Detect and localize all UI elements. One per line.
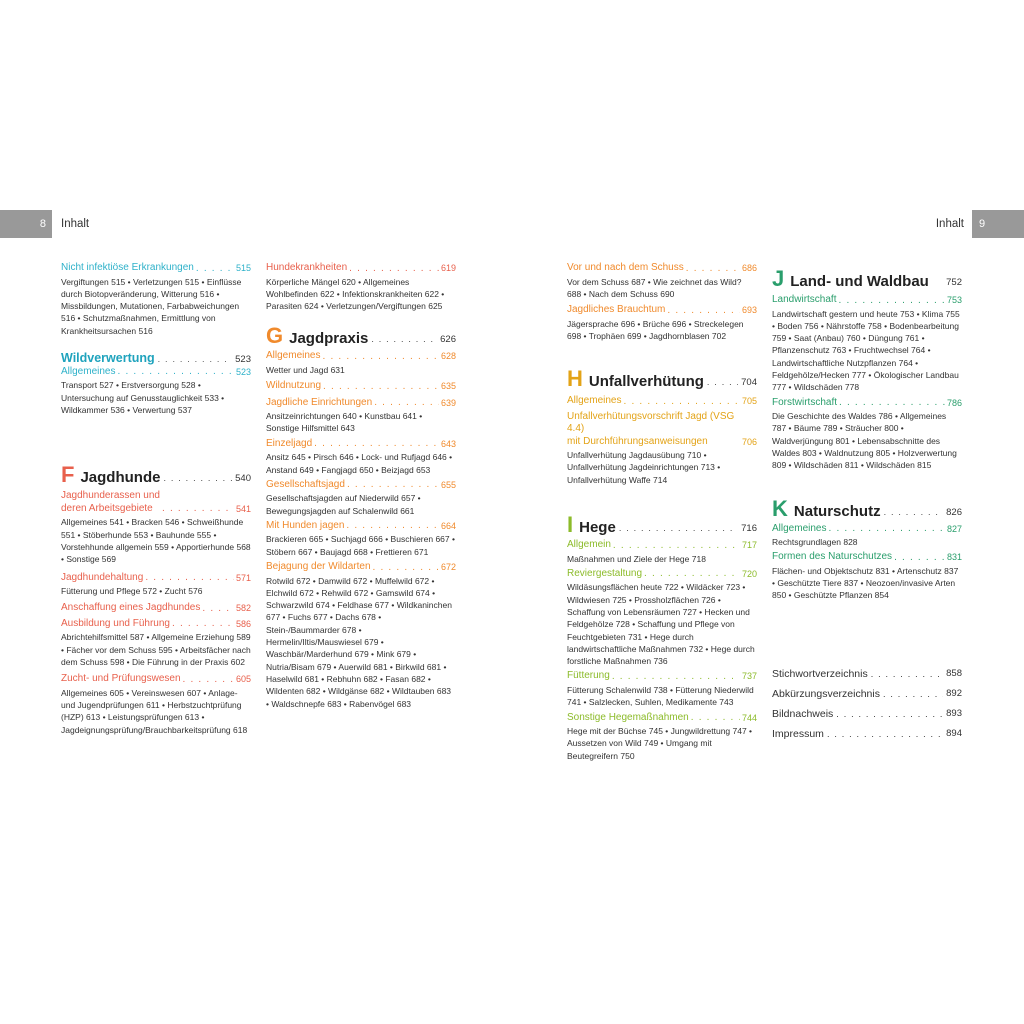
toc-entry-body: Fütterung Schalenwild 738 • Fütterung Niederwild 741 • Salzlecken, Suhlen, Medikamente 743: [567, 684, 754, 708]
toc-column-3: [567, 262, 757, 762]
toc-column-2: [266, 262, 456, 710]
toc-entry[interactable]: [61, 673, 251, 736]
toc-entry-title: Allgemeines: [772, 522, 827, 534]
toc-entry-title: Sonstige Hegemaßnahmen: [567, 711, 689, 723]
toc-entry[interactable]: [266, 438, 456, 476]
toc-entry[interactable]: [567, 568, 757, 668]
chapter-letter: H: [567, 366, 583, 392]
chapter-letter: I: [567, 512, 574, 538]
toc-entry[interactable]: [567, 712, 757, 762]
toc-entry[interactable]: [567, 670, 757, 708]
toc-entry-body: Hege mit der Büchse 745 • Jungwildrettung 747 • Aussetzen von Wild 749 • Umgang mit Beutegreifern 750: [567, 726, 753, 761]
left-page-number: 8: [0, 210, 52, 238]
back-matter-title: Stichwortverzeichnis: [772, 667, 868, 680]
toc-entry-title: Mit Hunden jagen: [266, 519, 345, 531]
toc-entry-page: 672: [440, 562, 456, 573]
toc-entry-title: Landwirtschaft: [772, 294, 837, 305]
toc-entry-body: Wetter und Jagd 631: [266, 364, 345, 375]
toc-entry-title: Jagdliche Einrichtungen: [266, 396, 373, 408]
toc-entry-body: Körperliche Mängel 620 • Allgemeines Wohlbefinden 622 • Infektionskrankheiten 622 • Parasiten 624 • Verletzungen/Vergiftungen 625: [266, 276, 445, 312]
toc-entry-title: Wildnutzung: [266, 380, 322, 392]
toc-entry-body: Vergiftungen 515 • Verletzungen 515 • Einflüsse durch Biotopveränderung, Witterung 516 • Missbildungen, Mutationen, Farbabweichungen 516 • Schutzmaßnahmen, Ermittlung von Krankheitsursachen 516: [61, 276, 242, 336]
toc-entry[interactable]: [266, 380, 456, 393]
toc-entry-page: 605: [235, 674, 251, 685]
toc-entry[interactable]: [567, 395, 757, 408]
toc-entry-title: Reviergestaltung: [567, 567, 643, 579]
chapter-page: 716: [741, 523, 757, 535]
chapter-title: Unfallverhütung: [588, 373, 704, 391]
toc-entry[interactable]: [61, 602, 251, 615]
toc-entry-title: Allgemein: [567, 539, 611, 551]
toc-entry-title-line1: Unfallverhütungsvorschrift Jagd (VSG 4.4): [567, 410, 735, 435]
toc-entry[interactable]: [772, 523, 962, 549]
back-matter-page: 858: [946, 667, 962, 679]
toc-entry[interactable]: [61, 618, 251, 668]
chapter-heading-h[interactable]: [567, 368, 757, 390]
toc-entry[interactable]: [266, 350, 456, 376]
toc-entry-title: Anschaffung eines Jagdhundes: [61, 602, 201, 614]
toc-entry-page: 717: [741, 540, 757, 551]
toc-entry[interactable]: [61, 262, 251, 337]
toc-entry-title-line1: Jagdhunderassen und: [61, 490, 160, 502]
chapter-page: 626: [440, 334, 456, 346]
chapter-page: 540: [235, 473, 251, 485]
toc-entry-title-line2: deren Arbeitsgebiete: [61, 502, 153, 514]
chapter-heading-j[interactable]: [772, 268, 962, 290]
toc-entry-page: 586: [235, 618, 251, 629]
toc-entry-title: Einzeljagd: [266, 437, 313, 449]
toc-entry-body: Abrichtehilfsmittel 587 • Allgemeine Erziehung 589 • Fächer vor dem Schuss 595 • Arbeitsfächer nach dem Schuss 598 • Die Führung in der Praxis 602: [61, 632, 251, 667]
toc-entry-body: Maßnahmen und Ziele der Hege 718: [567, 553, 706, 564]
toc-entry[interactable]: [61, 490, 251, 565]
chapter-letter: G: [266, 323, 284, 349]
toc-entry-title: Allgemeines: [266, 350, 321, 362]
toc-entry-body: Rechtsgrundlagen 828: [772, 537, 858, 548]
chapter-title: Naturschutz: [793, 502, 881, 520]
back-matter-page: 892: [946, 687, 962, 699]
toc-entry-page: 655: [440, 479, 456, 490]
back-matter-item[interactable]: [772, 704, 962, 724]
toc-entry[interactable]: [772, 551, 962, 601]
toc-entry-title: Forstwirtschaft: [772, 396, 838, 408]
toc-entry-page: 744: [741, 712, 757, 723]
toc-entry-body: Brackieren 665 • Suchjagd 666 • Buschieren 667 • Stöbern 667 • Baujagd 668 • Frettieren 671: [266, 534, 455, 557]
toc-entry-title: Allgemeines: [567, 395, 622, 407]
right-page-number: 9: [972, 210, 1024, 238]
toc-entry[interactable]: [266, 479, 456, 517]
chapter-page: 826: [946, 506, 962, 518]
toc-entry[interactable]: [61, 366, 251, 416]
toc-entry-title: Allgemeines: [61, 365, 116, 377]
back-matter-title: Bildnachweis: [772, 707, 834, 720]
toc-entry-page: 635: [440, 381, 456, 392]
back-matter-page: 894: [946, 727, 962, 739]
chapter-title: Hege: [579, 519, 616, 537]
toc-entry-body: Die Geschichte des Waldes 786 • Allgemeines 787 • Bäume 789 • Sträucher 800 • Waldverjüngung 801 • Lebensabschnitte des Waldes 803 • Waldnutzung 805 • Holzverwertung 809 • Wildschäden 811 • Wildschäden 815: [772, 411, 957, 471]
toc-entry-title: Jagdhundehaltung: [61, 571, 144, 583]
toc-entry-body: Rotwild 672 • Damwild 672 • Muffelwild 672 • Elchwild 672 • Rehwild 672 • Gamswild 674 • Schwarzwild 674 • Feldhase 677 • Wildkaninchen 677 • Fuchs 677 • Dachs 678 • Stein-/Baummarder 678 • Hermelin/Iltis/Mauswiesel 679 • Waschbär/Marderhund 679 • Mink 679 • Nutria/Bisam 679 • Auerwild 681 • Birkwild 681 • Haselwild 681 • Rebhuhn 682 • Fasan 682 • Wildenten 682 • Wildgänse 682 • Wildtauben 683 • Waldschnepfe 683 • Rabenvögel 683: [266, 575, 452, 709]
toc-entry-page: 628: [440, 351, 456, 362]
chapter-heading-f[interactable]: [61, 464, 251, 486]
toc-entry-body: Ansitzeinrichtungen 640 • Kunstbau 641 • Sonstige Hilfsmittel 643: [266, 411, 423, 434]
chapter-heading-g[interactable]: [266, 325, 456, 347]
toc-entry-title: Vor und nach dem Schuss: [567, 262, 684, 273]
toc-entry-title: Hundekrankheiten: [266, 262, 348, 273]
toc-entry[interactable]: [266, 561, 456, 710]
toc-entry[interactable]: [266, 397, 456, 435]
toc-entry-body: Landwirtschaft gestern und heute 753 • Klima 755 • Boden 756 • Nährstoffe 758 • Bodenbearbeitung 759 • Saat (Anbau) 760 • Düngung 761 • Pflanzenschutz 763 • Fruchtwechsel 764 • Landwirtschaftliche Nutzpflanzen 764 • Feldgehölze/Hecken 777 • Ökologischer Landbau 777 • Wildschäden 778: [772, 308, 960, 393]
toc-entry[interactable]: [567, 411, 757, 486]
chapter-page: 752: [946, 277, 962, 288]
toc-entry-title-line2: mit Durchführungsanweisungen: [567, 435, 708, 447]
toc-entry-title: Jagdliches Brauchtum: [567, 304, 666, 316]
toc-entry-title: Formen des Naturschutzes: [772, 551, 893, 563]
toc-entry-page: 786: [946, 397, 962, 408]
toc-section-wildverwertung[interactable]: [61, 351, 251, 365]
back-matter-title: Impressum: [772, 727, 824, 740]
toc-entry-page: 523: [235, 366, 251, 377]
toc-entry-page: 582: [235, 603, 251, 614]
toc-entry-page: 706: [741, 436, 757, 447]
toc-entry[interactable]: [772, 397, 962, 472]
toc-entry-title: Nicht infektiöse Erkrankungen: [61, 262, 194, 273]
toc-entry-page: 571: [235, 572, 251, 583]
right-page-header: [936, 210, 1024, 238]
toc-entry-title: Ausbildung und Führung: [61, 617, 170, 629]
chapter-letter: J: [772, 266, 785, 291]
toc-entry-body: Gesellschaftsjagden auf Niederwild 657 • Bewegungsjagden auf Schalenwild 661: [266, 493, 421, 516]
toc-entry-body: Vor dem Schuss 687 • Wie zeichnet das Wild? 688 • Nach dem Schuss 690: [567, 276, 742, 299]
toc-entry[interactable]: [567, 262, 757, 300]
left-page-header: [0, 210, 89, 238]
toc-entry-body: Unfallverhütung Jagdausübung 710 • Unfallverhütung Jagdeinrichtungen 713 • Unfallverhütung Waffe 714: [567, 450, 721, 485]
toc-entry-page: 541: [235, 503, 251, 514]
toc-entry-page: 664: [440, 520, 456, 531]
toc-entry-page: 639: [440, 397, 456, 408]
toc-entry-page: 619: [440, 263, 456, 273]
back-matter-page: 893: [946, 707, 962, 719]
chapter-page: 704: [741, 377, 757, 389]
toc-entry-title: Bejagung der Wildarten: [266, 561, 371, 573]
chapter-title: Jagdhunde: [80, 469, 161, 487]
back-matter-item[interactable]: [772, 664, 962, 684]
back-matter-title: Abkürzungsverzeichnis: [772, 687, 880, 700]
toc-entry-title: Zucht- und Prüfungswesen: [61, 673, 181, 685]
toc-entry-body: Ansitz 645 • Pirsch 646 • Lock- und Rufjagd 646 • Anstand 649 • Fangjagd 650 • Beizjagd 653: [266, 452, 453, 475]
back-matter-list: [772, 664, 962, 744]
toc-section-title: Wildverwertung: [61, 350, 155, 365]
back-matter-item[interactable]: [772, 684, 962, 704]
toc-entry-title: Gesellschaftsjagd: [266, 478, 345, 490]
toc-entry-body: Transport 527 • Erstversorgung 528 • Untersuchung auf Genusstauglichkeit 533 • Wildkammer 536 • Verwertung 537: [61, 380, 225, 416]
toc-entry-body: Fütterung und Pflege 572 • Zucht 576: [61, 586, 203, 597]
toc-section-page: 523: [235, 353, 251, 365]
toc-entry-page: 643: [440, 438, 456, 449]
toc-column-1: [61, 262, 251, 736]
toc-entry-body: Wildäsungsflächen heute 722 • Wildäcker 723 • Wildwiesen 725 • Prossholzflächen 726 • Schaffung von Lebensräumen 727 • Hecken und Feldgehölze 728 • Schaffung und Pflege von Feuchtgebieten 731 • Hege durch landwirtschaftliche Maßnahmen 732 • Hege durch forstliche Maßnahmen 736: [567, 582, 755, 667]
toc-entry-body: Jägersprache 696 • Brüche 696 • Streckelegen 698 • Trophäen 699 • Jagdhornblasen 702: [567, 318, 744, 341]
toc-entry-body: Flächen- und Objektschutz 831 • Artenschutz 837 • Geschützte Tiere 837 • Neozoen/invasive Arten 850 • Geschützte Pflanzen 854: [772, 565, 959, 601]
toc-entry[interactable]: [567, 539, 757, 565]
chapter-letter: K: [772, 495, 788, 521]
chapter-title: Jagdpraxis: [289, 330, 369, 348]
toc-entry[interactable]: [61, 572, 251, 598]
toc-entry-page: 686: [741, 263, 757, 273]
toc-entry-page: 720: [741, 568, 757, 579]
toc-column-4: [772, 262, 962, 744]
back-matter-item[interactable]: [772, 724, 962, 744]
toc-entry[interactable]: [266, 262, 456, 312]
right-page-label: Inhalt: [935, 218, 964, 230]
toc-entry[interactable]: [266, 520, 456, 558]
toc-entry-page: 831: [946, 552, 962, 563]
chapter-title: Land- und Waldbau: [790, 273, 929, 290]
chapter-letter: F: [61, 462, 75, 488]
toc-entry-body: Allgemeines 605 • Vereinswesen 607 • Anlage- und Jugendprüfungen 611 • Herbstzuchtprüfung (HZP) 613 • Leistungsprüfungen 613 • Jagdeignungsprüfung/Brauchbarkeitsprüfung 618: [61, 687, 248, 735]
chapter-heading-k[interactable]: [772, 495, 962, 521]
toc-entry[interactable]: [772, 294, 962, 394]
chapter-heading-i[interactable]: [567, 514, 757, 536]
toc-entry-page: 753: [946, 295, 962, 305]
toc-entry-page: 693: [741, 305, 757, 316]
toc-entry-page: 705: [741, 396, 757, 407]
toc-entry-body: Allgemeines 541 • Bracken 546 • Schweißhunde 551 • Stöberhunde 553 • Bauhunde 555 • Vorstehhunde allgemein 559 • Apportierhunde 568 • Sonstige 569: [61, 517, 251, 565]
toc-entry[interactable]: [567, 304, 757, 342]
toc-entry-page: 515: [235, 263, 251, 273]
toc-entry-title: Fütterung: [567, 670, 610, 682]
toc-entry-page: 827: [946, 523, 962, 534]
left-page-label: Inhalt: [61, 218, 90, 230]
toc-entry-page: 737: [741, 671, 757, 682]
